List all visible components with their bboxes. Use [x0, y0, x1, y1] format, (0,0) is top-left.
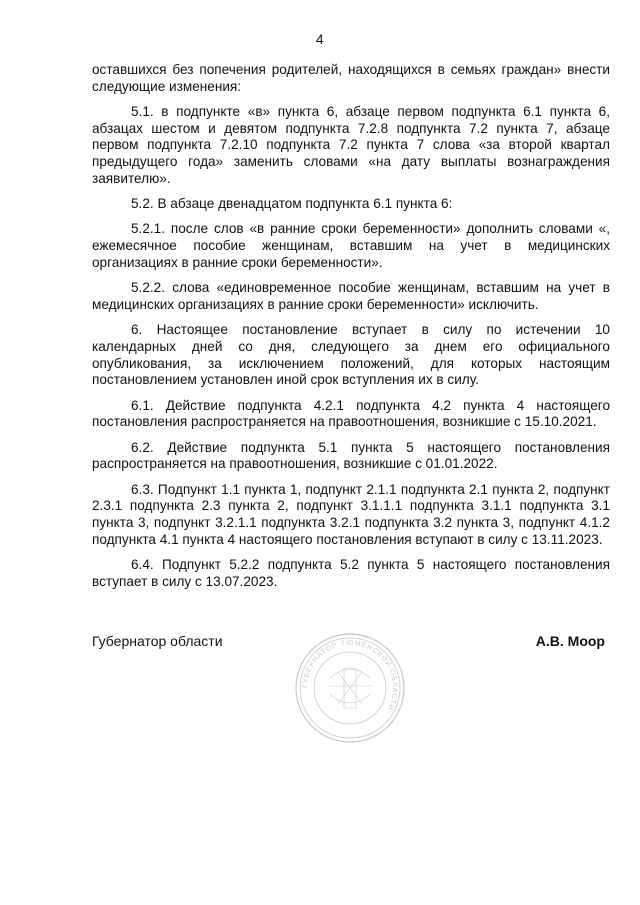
paragraph-6-4: 6.4. Подпункт 5.2.2 подпункта 5.2 пункта 5 настоящего постановления вступает в силу с 13.07.2023.	[92, 556, 610, 589]
paragraph-6-2: 6.2. Действие подпункта 5.1 пункта 5 настоящего постановления распространяется на правоотношения, возникшие с 01.01.2022.	[92, 439, 610, 472]
paragraph-intro-continuation: оставшихся без попечения родителей, находящихся в семьях граждан» внести следующие изменения:	[92, 62, 610, 94]
paragraph-5-2: 5.2. В абзаце двенадцатом подпункта 6.1 пункта 6:	[131, 196, 453, 212]
paragraph-5-2-1: 5.2.1. после слов «в ранние сроки беременности» дополнить словами «, ежемесячное пособие женщинам, вставшим на учет в медицинских организациях в ранние сроки беременности».	[92, 221, 610, 270]
paragraph-6-3: 6.3. Подпункт 1.1 пункта 1, подпункт 2.1.1 подпункта 2.1 пункта 2, подпункт 2.3.1 подпункта 2.3 пункта 2, подпункт 3.1.1.1 подпункта 3.1.1 подпункта 3.1 пункта 3, подпункт 3.2.1.1 подпункта 3.2.1 подпункта 3.2 пункта 3, подпункт 4.1.2 подпункта 4.1 пункта 4 настоящего постановления вступают в силу с 13.11.2023.	[92, 481, 610, 547]
document-body	[92, 62, 610, 599]
paragraph-6-1: 6.1. Действие подпункта 4.2.1 подпункта 4.2 пункта 4 настоящего постановления распространяется на правоотношения, возникшие с 15.10.2021.	[92, 397, 610, 430]
page-number: 4	[315, 31, 325, 47]
official-seal-stamp	[294, 632, 406, 744]
signatory-name: А.В. Моор	[535, 633, 605, 649]
paragraph-5-2-2: 5.2.2. слова «единовременное пособие женщинам, вставшим на учет в медицинских организациях в ранние сроки беременности» исключить.	[92, 280, 610, 312]
seal-ring-text: ГУБЕРНАТОР ТЮМЕНСКОЙ ОБЛАСТИ	[301, 639, 399, 712]
paragraph-6: 6. Настоящее постановление вступает в силу по истечении 10 календарных дней со дня, следующего за днем его официального опубликования, за исключением положений, для которых настоящим постановлением установлен иной срок вступления их в силу.	[92, 322, 610, 388]
signatory-title: Губернатор области	[92, 633, 223, 649]
paragraph-5-1: 5.1. в подпункте «в» пункта 6, абзаце первом подпункта 6.1 пункта 6, абзацах шестом и девятом подпункта 7.2.8 подпункта 7.2 пункта 7, абзаце первом подпункта 7.2.10 подпункта 7.2 пункта 7 слова «за второй квартал предыдущего года» заменить словами «на дату выплаты вознаграждения заявителю».	[92, 104, 610, 186]
